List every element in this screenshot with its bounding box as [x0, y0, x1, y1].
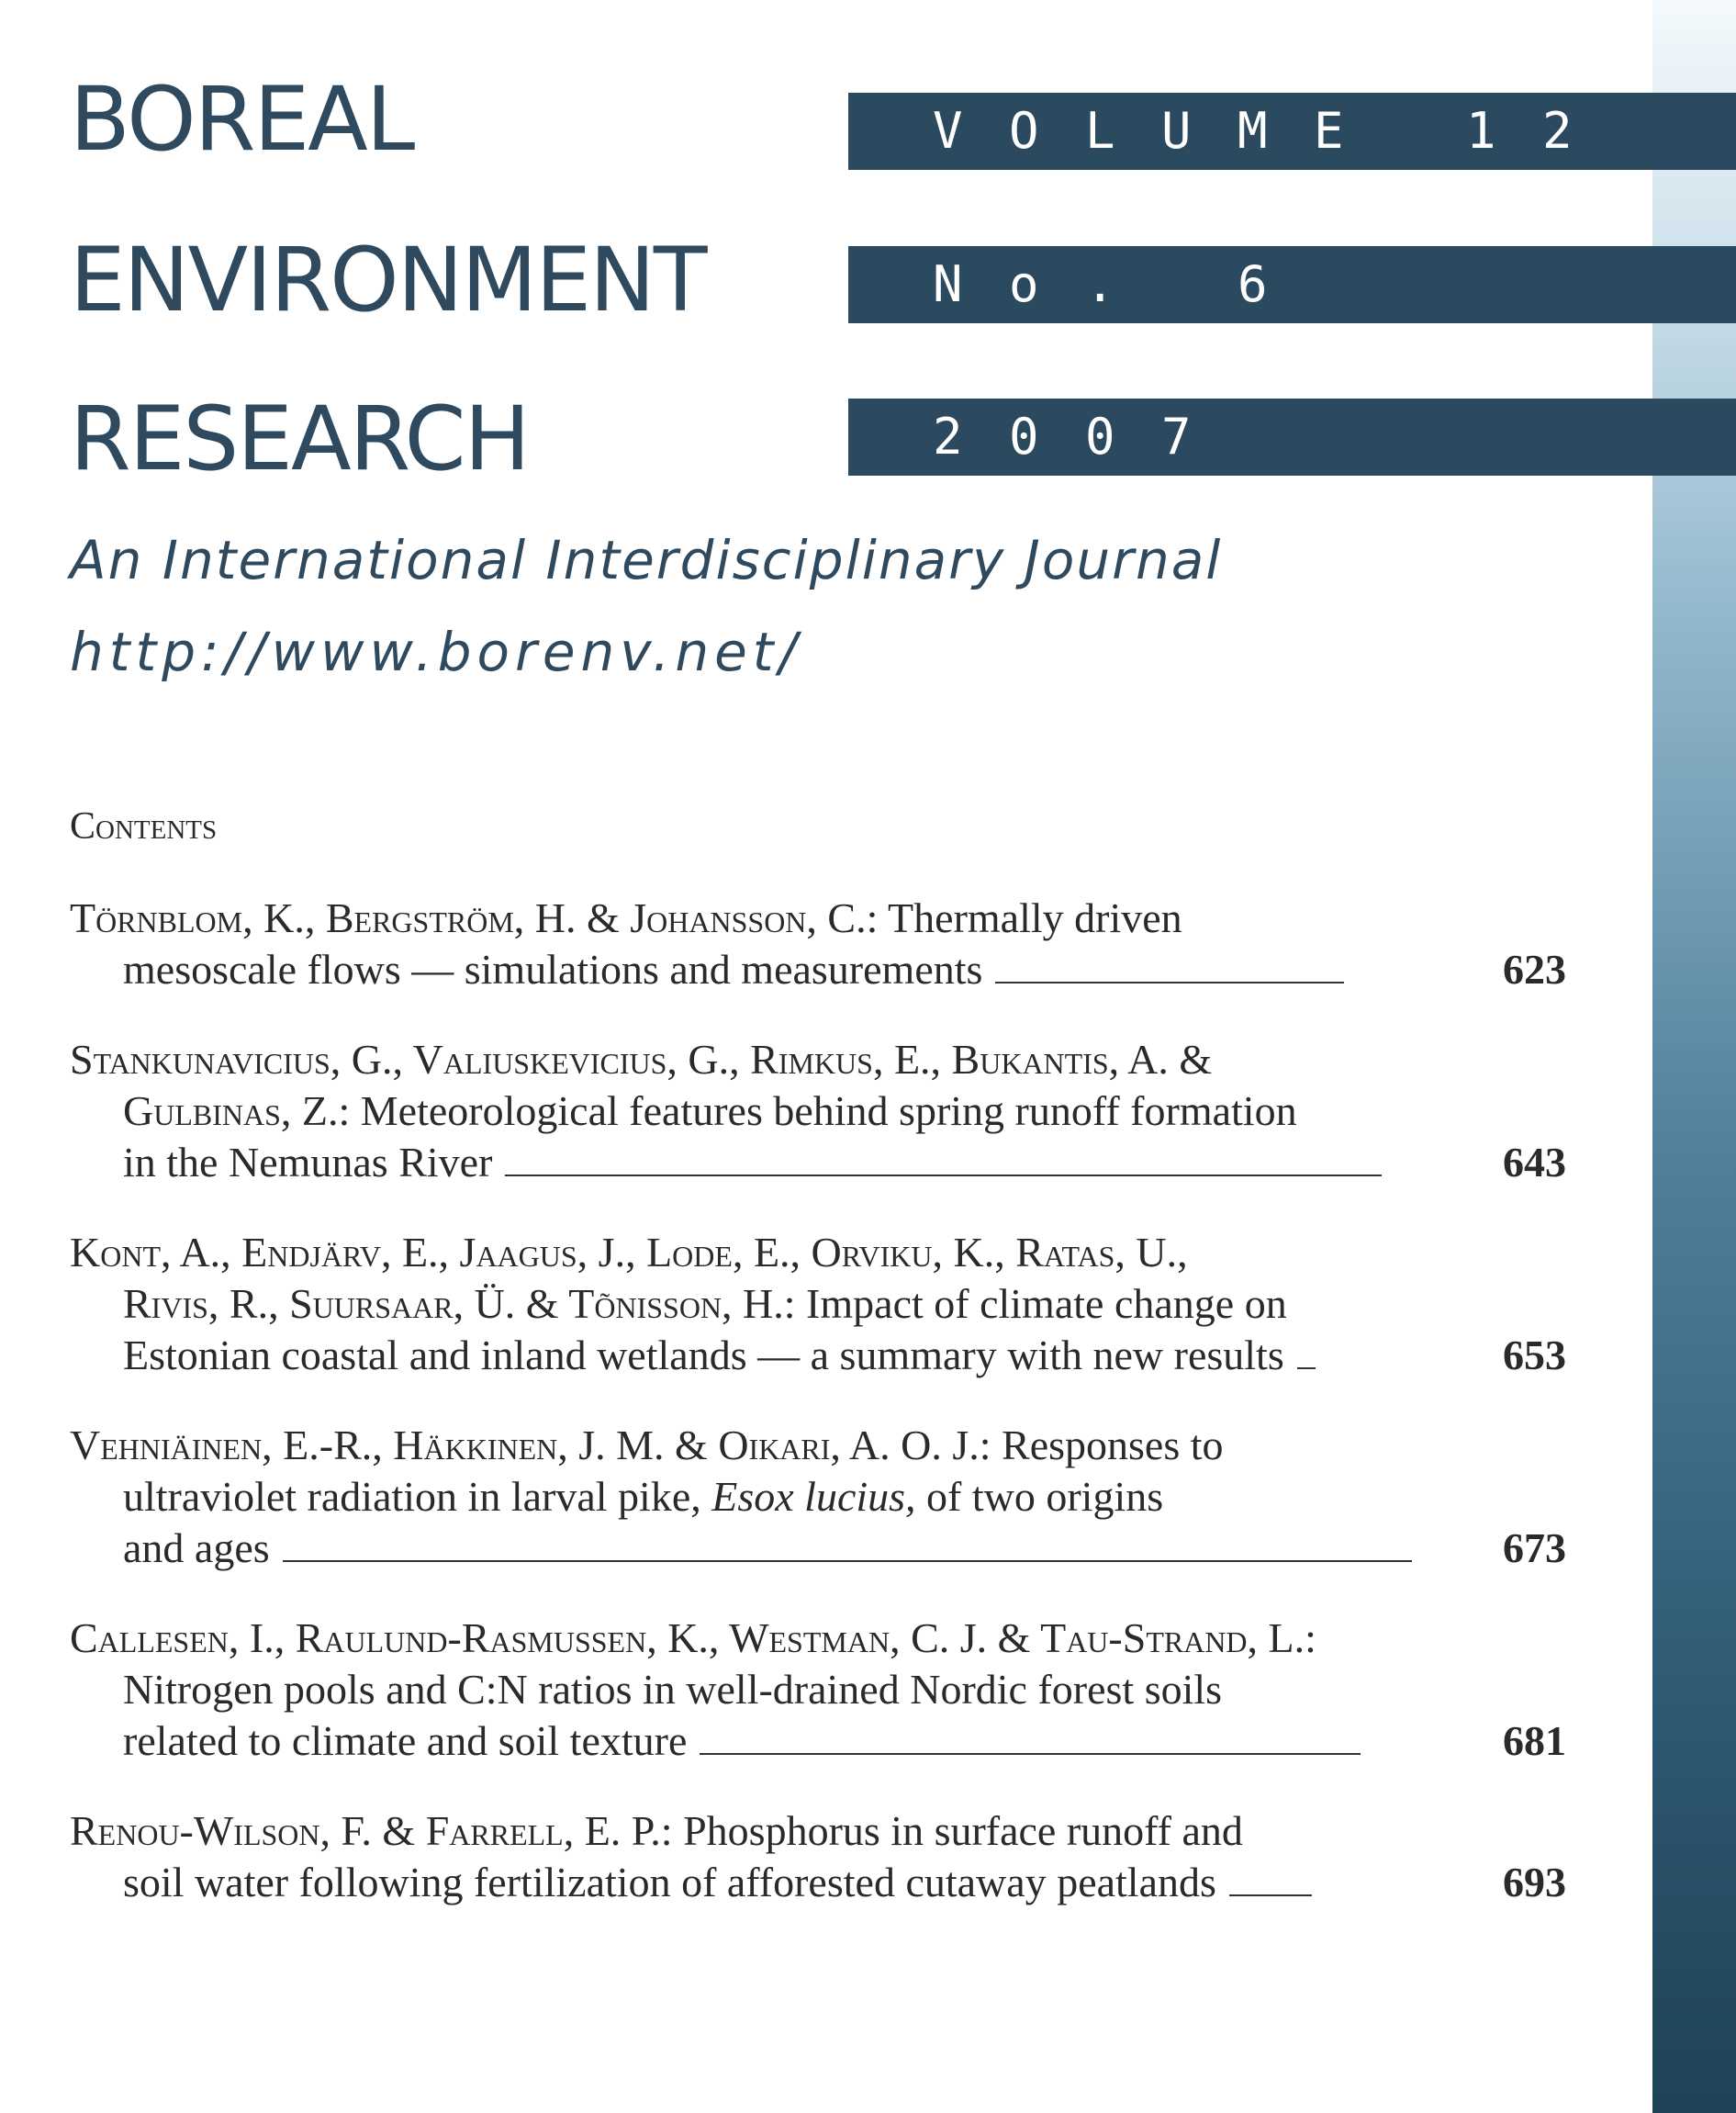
number-char: . — [1085, 255, 1115, 313]
toc-entry — [70, 1227, 1566, 1381]
toc-entry-line — [70, 1471, 1566, 1523]
volume-char: U — [1161, 102, 1192, 160]
toc-entry-line — [70, 1034, 1566, 1085]
journal-url: http://www.borenv.net/ — [70, 621, 803, 683]
volume-char: 2 — [1542, 102, 1573, 160]
journal-title-line-1: BOREAL — [70, 68, 414, 171]
volume-char: 1 — [1466, 102, 1496, 160]
toc-entry-title: and ages — [123, 1524, 270, 1571]
journal-title-line-2: ENVIRONMENT — [70, 229, 706, 332]
toc-entry-authors: Törnblom, K., Bergström, H. & Johansson, C.: — [70, 894, 879, 941]
year-char: 2 — [933, 408, 963, 466]
toc-leader-line — [1297, 1367, 1316, 1369]
number-band — [848, 246, 1736, 323]
journal-subtitle: An International Interdisciplinary Journal — [70, 529, 1223, 591]
toc-entry-title: Estonian coastal and inland wetlands — a summary with new results — [123, 1332, 1284, 1378]
toc-entry-line — [70, 1805, 1566, 1857]
volume-char: M — [1238, 102, 1268, 160]
toc-entry-title: related to climate and soil texture — [123, 1717, 688, 1764]
toc-entry-title: Meteorological features behind spring runoff formation — [350, 1087, 1297, 1134]
toc-page-number: 681 — [1503, 1717, 1566, 1764]
number-char: o — [1009, 255, 1039, 313]
toc-leader-line — [283, 1560, 1412, 1562]
toc-entry-title: Thermally driven — [878, 894, 1182, 941]
toc-entry-authors: Kont, A., Endjärv, E., Jaagus, J., Lode, E., Orviku, K., Ratas, U., — [70, 1229, 1188, 1276]
toc-entry-title: soil water following fertilization of afforested cutaway peatlands — [123, 1859, 1216, 1905]
toc-entry-title: Phosphorus in surface runoff and — [672, 1807, 1243, 1854]
toc-entry — [70, 1420, 1566, 1574]
toc-entry-title: ultraviolet radiation in larval pike, — [123, 1473, 712, 1520]
toc-leader-line — [505, 1175, 1382, 1176]
toc-entry-authors: Stankunavicius, G., Valiuskevicius, G., Rimkus, E., Bukantis, A. & — [70, 1036, 1213, 1083]
toc-entry-line — [70, 1664, 1566, 1715]
toc-page-number: 623 — [1503, 946, 1566, 993]
volume-band — [848, 93, 1736, 170]
table-of-contents — [70, 893, 1566, 1947]
volume-char: L — [1085, 102, 1115, 160]
toc-entry-authors: Renou-Wilson, F. & Farrell, E. P.: — [70, 1807, 673, 1854]
toc-entry-line — [70, 1857, 1566, 1908]
toc-entry-line — [70, 944, 1566, 995]
number-char: N — [933, 255, 963, 313]
toc-entry-title: Impact of climate change on — [795, 1280, 1287, 1327]
year-char: 7 — [1161, 408, 1192, 466]
toc-page-number: 673 — [1503, 1524, 1566, 1571]
volume-char: O — [1009, 102, 1039, 160]
toc-entry — [70, 1613, 1566, 1767]
toc-leader-line — [700, 1753, 1361, 1755]
toc-entry-line — [70, 893, 1566, 944]
toc-entry-title: Nitrogen pools and C:N ratios in well-drained Nordic forest soils — [123, 1666, 1223, 1713]
toc-entry — [70, 1805, 1566, 1908]
toc-entry-line — [70, 1137, 1566, 1188]
toc-entry-line — [70, 1613, 1566, 1664]
toc-page-number: 653 — [1503, 1332, 1566, 1378]
toc-leader-line — [1229, 1894, 1312, 1896]
volume-char: E — [1314, 102, 1344, 160]
toc-entry-line — [70, 1715, 1566, 1767]
toc-entry-line — [70, 1227, 1566, 1278]
journal-title-line-3: RESEARCH — [70, 388, 529, 490]
toc-entry-authors: Vehniäinen, E.-R., Häkkinen, J. M. & Oikari, A. O. J.: — [70, 1422, 991, 1468]
volume-char: V — [933, 102, 963, 160]
toc-entry-line — [70, 1278, 1566, 1330]
contents-heading: Contents — [70, 805, 218, 848]
toc-entry-title: Responses to — [991, 1422, 1224, 1468]
toc-entry-line — [70, 1523, 1566, 1574]
toc-entry — [70, 1034, 1566, 1188]
toc-entry-title: in the Nemunas River — [123, 1139, 493, 1186]
toc-entry — [70, 893, 1566, 995]
toc-entry-line — [70, 1085, 1566, 1137]
toc-page-number: 643 — [1503, 1139, 1566, 1186]
toc-entry-title: mesoscale flows — simulations and measurements — [123, 946, 983, 993]
toc-entry-title: of two origins — [915, 1473, 1164, 1520]
year-band — [848, 399, 1736, 476]
toc-entry-authors: Callesen, I., Raulund-Rasmussen, K., Westman, C. J. & Tau-Strand, L.: — [70, 1614, 1316, 1661]
toc-leader-line — [995, 982, 1344, 983]
year-char: 0 — [1009, 408, 1039, 466]
toc-page-number: 693 — [1503, 1859, 1566, 1905]
toc-entry-line — [70, 1420, 1566, 1471]
toc-entry-species-name: Esox lucius, — [711, 1473, 916, 1520]
toc-entry-line — [70, 1330, 1566, 1381]
year-char: 0 — [1085, 408, 1115, 466]
number-char: 6 — [1238, 255, 1268, 313]
toc-entry-authors: Rivis, R., Suursaar, Ü. & Tõnisson, H.: — [123, 1280, 796, 1327]
toc-entry-authors: Gulbinas, Z.: — [123, 1087, 351, 1134]
